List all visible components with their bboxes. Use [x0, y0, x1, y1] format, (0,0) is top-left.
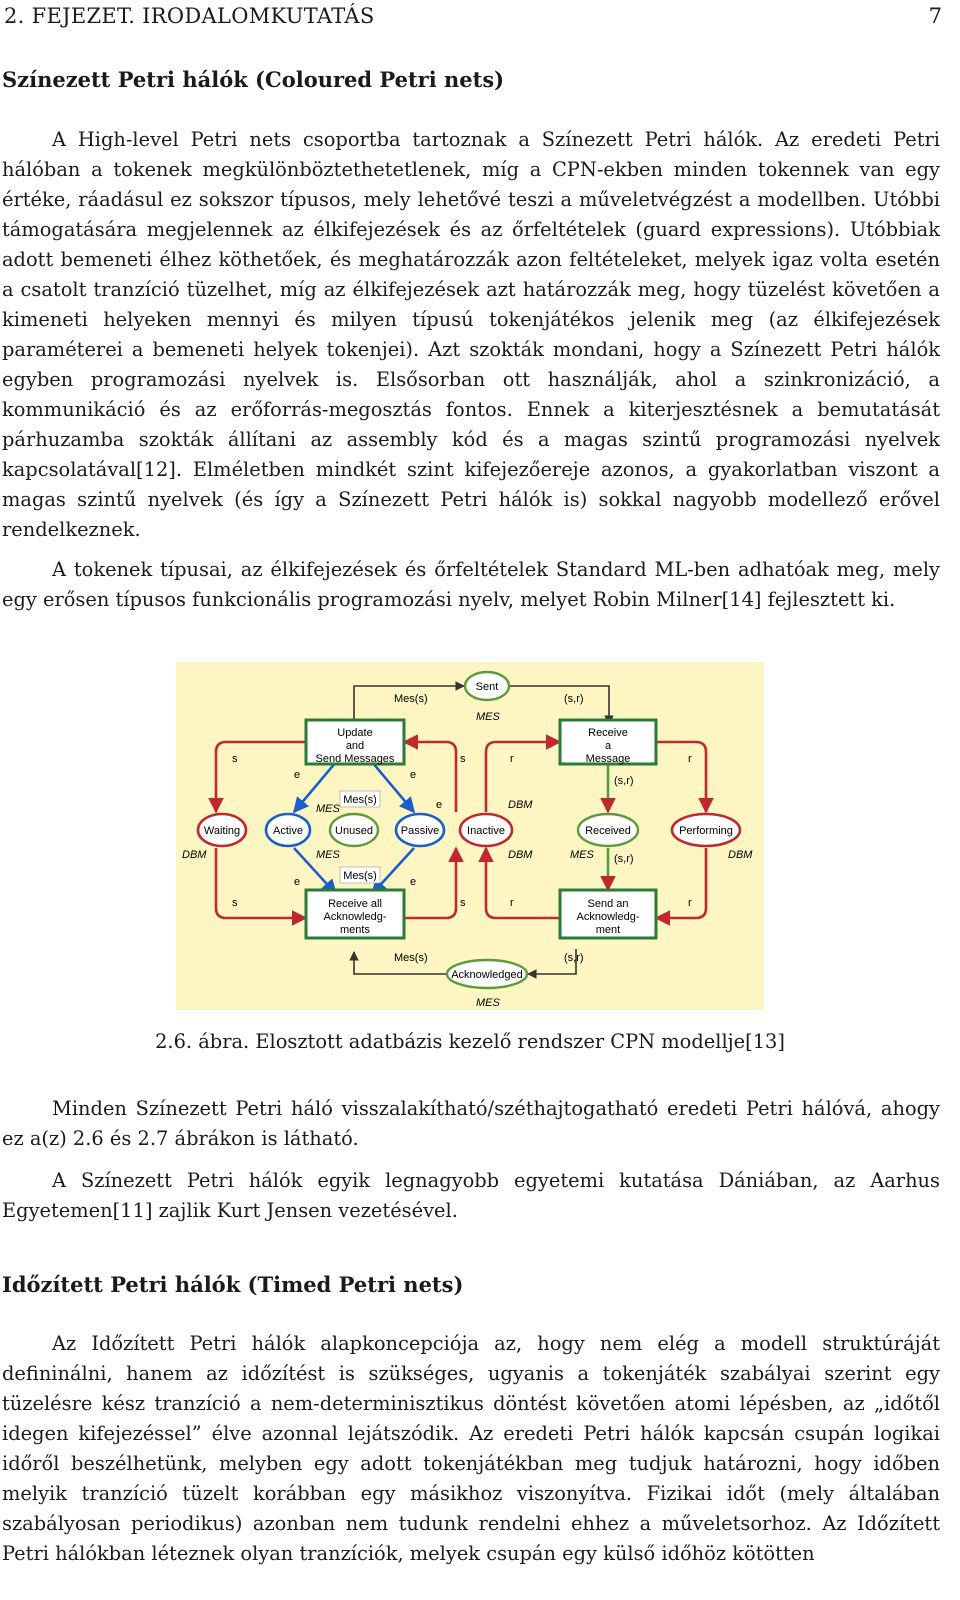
paragraph-aarhus	[2, 1166, 940, 1226]
type-label: MES	[570, 849, 594, 861]
place-unused	[330, 814, 378, 846]
transition-label: Receive	[588, 727, 628, 739]
type-label: MES	[316, 849, 340, 861]
transition-receive-message	[560, 720, 656, 765]
type-label: MES	[316, 803, 340, 815]
arc-label: r	[510, 753, 514, 765]
transition-label: a	[604, 740, 612, 752]
arc-label-mes-box-bottom	[340, 867, 380, 883]
figure-cpn-model	[176, 662, 764, 1010]
type-label: DBM	[182, 849, 207, 861]
transition-label: Update	[337, 727, 373, 739]
arc-label: e	[294, 769, 301, 781]
arc-label: (s,r)	[614, 853, 634, 865]
arc-label: (s,r)	[614, 775, 634, 787]
section-heading-timed-petri-nets: Időzített Petri hálók (Timed Petri nets)	[2, 1272, 464, 1297]
arc-label: r	[688, 753, 692, 765]
type-label: DBM	[508, 799, 533, 811]
figure-caption: 2.6. ábra. Elosztott adatbázis kezelő rendszer CPN modellje[13]	[155, 1030, 785, 1053]
arc-label: Mes(s)	[343, 794, 377, 806]
place-label: Waiting	[203, 825, 241, 837]
paragraph-text: Az Időzített Petri hálók alapkoncepciója az, hogy nem elég a modell struktúráját defininálni, hanem az időzítést is szükséges, ugyanis a tokenjáték szabályai szerint egy tüzelésre kész tranzíció a nem-determinisztikus döntést követően atomi lépésben, az „időtől idegen kifejezéssel” élve azonnal lejátszódik. Az eredeti Petri hálók kapcsán csupán logikai időről beszélhetünk, melyben egy adott tokenjátékban meg tudjuk határozni, hogy időben melyik tranzíció tüzelt korábban egy másikhoz viszonyítva. Fizikai időt (mely általában szabályosan periodikus) azonban nem tudunk rendelni ehhez a műveletsorhoz. Az Időzített Petri hálókban léteznek olyan tranzíciók, melyek csupán egy külső időhöz kötötten	[2, 1332, 940, 1565]
transition-label: ments	[340, 924, 370, 936]
arc-label: (s,r)	[564, 952, 584, 964]
paragraph-cpn-intro	[2, 125, 940, 545]
transition-label: Acknowledg-	[323, 911, 387, 923]
place-inactive	[460, 814, 512, 846]
arc-label: s	[460, 753, 466, 765]
place-passive	[396, 814, 444, 846]
type-label: DBM	[508, 849, 533, 861]
cpn-diagram	[176, 662, 764, 1010]
arc-label: e	[294, 876, 301, 888]
place-performing	[672, 814, 740, 846]
transition-label: Send an	[587, 898, 629, 910]
transition-send-ack	[560, 890, 656, 938]
place-sent	[465, 672, 509, 700]
place-label: Acknowledged	[451, 969, 523, 981]
arc-label: e	[410, 769, 417, 781]
transition-label: ment	[595, 924, 621, 936]
transition-label: Receive all	[328, 898, 382, 910]
transition-receive-ack	[306, 890, 404, 938]
place-label: Active	[273, 825, 303, 837]
arc-label: r	[510, 897, 514, 909]
paragraph-standard-ml	[2, 555, 940, 615]
paragraph-text: A High-level Petri nets csoportba tartoznak a Színezett Petri hálók. Az eredeti Petri hálóban a tokenek megkülönböztethetetlenek, míg a CPN-ekben minden tokennek van egy értéke, ráadásul ez sokszor típusos, mely lehetővé teszi a műveletvégzést a modellben. Utóbbi támogatására megjelennek az élkifejezések és az őrfeltételek (guard expressions). Utóbbiak adott bemeneti élhez köthetőek, és meghatározzák azon feltételeket, melyek igaz volta esetén a csatolt tranzíció tüzelhet, míg az élkifejezések azt határozzák meg, hogy tüzelést követően a kimeneti helyeken mennyi és milyen típusú tokenjátékos jelenik meg (az élkifejezések paraméterei a bemeneti helyek tokenjei). Azt szokták mondani, hogy a Színezett Petri hálók egyben programozási nyelvek is. Elsősorban ott használják, ahol a szinkronizáció, a kommunikáció és az erőforrás-megosztás fontos. Ennek a kiterjesztésnek a bemutatását párhuzamba szokták állítani az assembly kód és a magas szintű programozási nyelvek kapcsolatával[12]. Elméletben mindkét szint kifejezőereje azonos, a gyakorlatban viszont a magas szintű nyelvek (és így a Színezett Petri hálók is) sokkal nagyobb modellező erővel rendelkeznek.	[2, 128, 940, 541]
paragraph-unfolding	[2, 1094, 940, 1154]
transition-label: and	[345, 740, 365, 752]
paragraph-text: A Színezett Petri hálók egyik legnagyobb egyetemi kutatása Dániában, az Aarhus Egyetemen[11] zajlik Kurt Jensen vezetésével.	[2, 1169, 940, 1222]
place-label: Inactive	[467, 825, 505, 837]
place-active	[266, 814, 310, 846]
arc-label: r	[688, 897, 692, 909]
page-header	[4, 4, 942, 30]
place-acknowledged	[447, 960, 527, 988]
transition-label: Send Messages	[315, 753, 395, 765]
place-waiting	[198, 814, 246, 846]
arc-label: s	[460, 897, 466, 909]
transition-update	[306, 720, 404, 765]
type-label: DBM	[728, 849, 753, 861]
place-label: Performing	[679, 825, 733, 837]
arc-label: e	[436, 799, 443, 811]
paragraph-timed-intro	[2, 1329, 940, 1569]
place-label: Passive	[400, 825, 440, 837]
arc-label-mes-box-top	[340, 791, 380, 807]
arc-label: e	[410, 876, 417, 888]
place-label: Received	[585, 825, 631, 837]
transition-label: Acknowledg-	[576, 911, 640, 923]
place-label: Unused	[335, 825, 373, 837]
place-received	[578, 814, 638, 846]
type-label: MES	[476, 711, 500, 723]
arc-label: Mes(s)	[394, 693, 428, 705]
paragraph-text: Minden Színezett Petri háló visszalakítható/széthajtogatható eredeti Petri hálóvá, ahogy ez a(z) 2.6 és 2.7 ábrákon is látható.	[2, 1097, 940, 1150]
transition-label: Message	[585, 753, 631, 765]
arc-label: s	[232, 897, 238, 909]
section-heading-coloured-petri-nets: Színezett Petri hálók (Coloured Petri nets)	[2, 67, 505, 92]
arc-label: Mes(s)	[343, 870, 377, 882]
paragraph-text: A tokenek típusai, az élkifejezések és őrfeltételek Standard ML-ben adhatóak meg, mely egy erősen típusos funkcionális programozási nyelv, melyet Robin Milner[14] fejlesztett ki.	[2, 558, 940, 611]
arc-label: s	[232, 753, 238, 765]
arc-label: Mes(s)	[394, 952, 428, 964]
arc-label: (s,r)	[564, 693, 584, 705]
page-number: 7	[928, 4, 942, 28]
chapter-title: 2. FEJEZET. IRODALOMKUTATÁS	[4, 4, 375, 28]
type-label: MES	[476, 997, 500, 1009]
place-label: Sent	[475, 681, 499, 693]
